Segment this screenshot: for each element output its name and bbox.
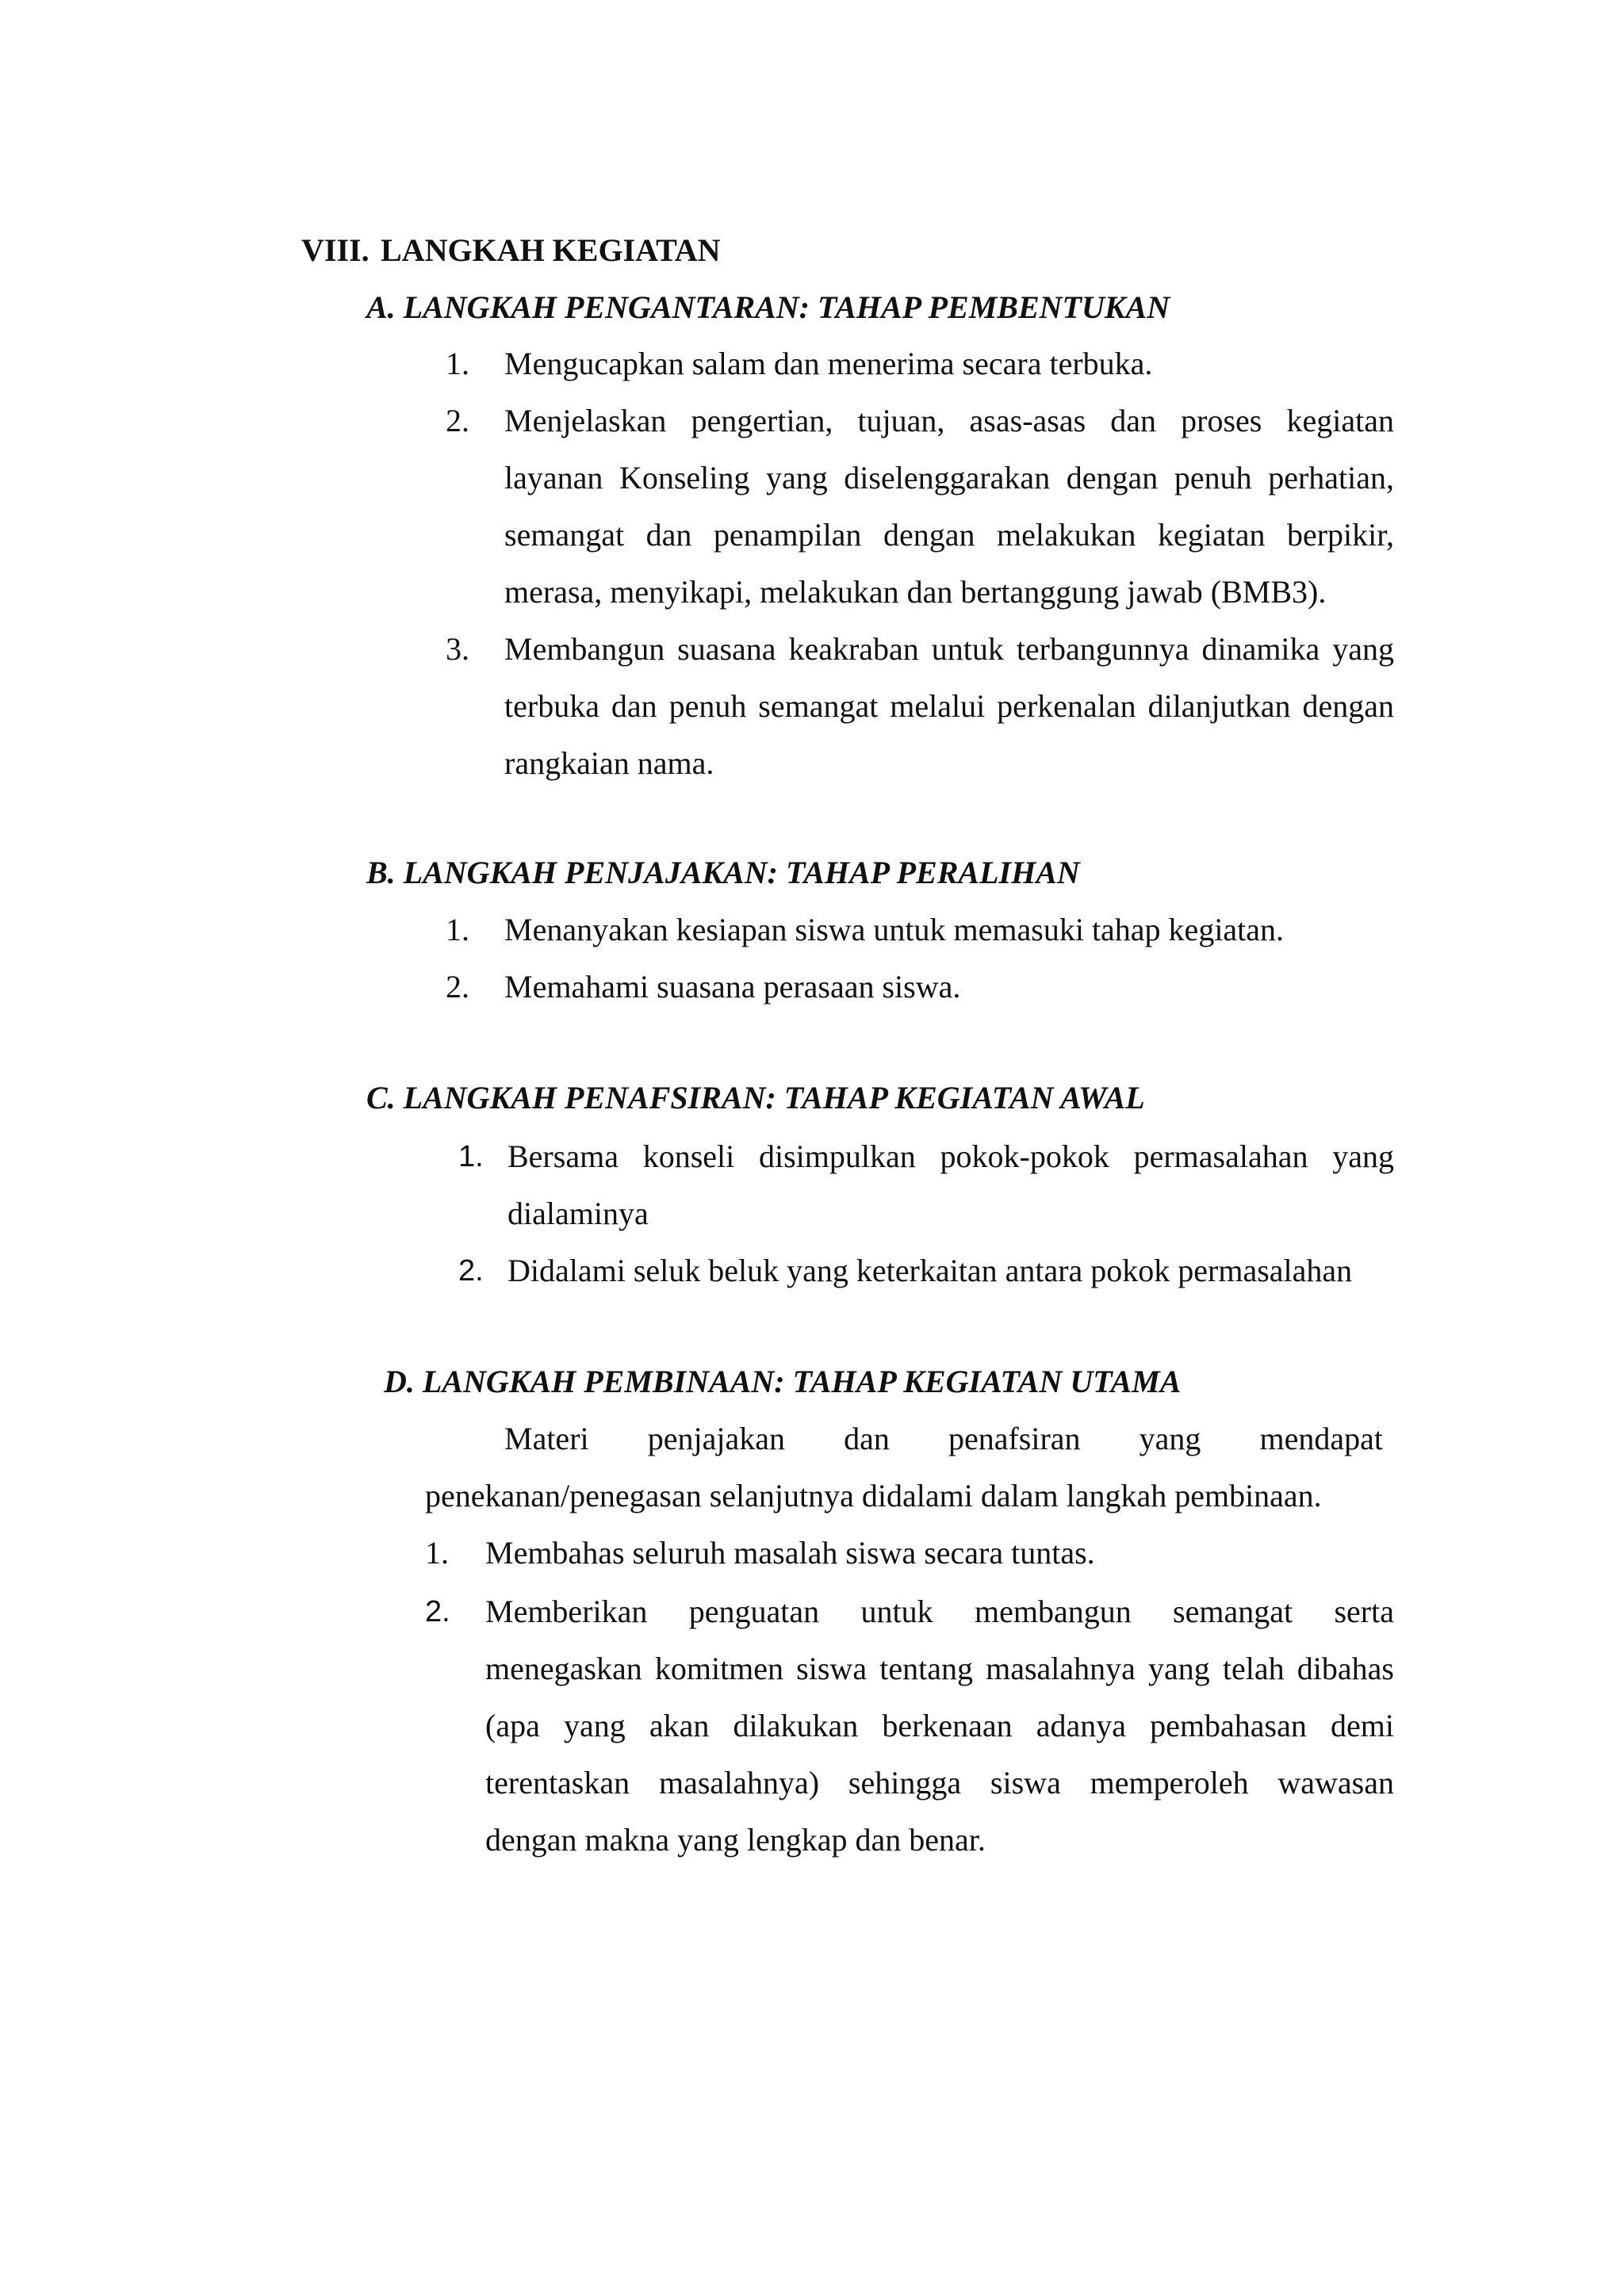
section-a-item-3-number: 3. [446, 631, 469, 667]
section-a-title: A. LANGKAH PENGANTARAN: TAHAP PEMBENTUKAN [366, 289, 1170, 325]
section-a-item-2-line-3: semangat dan penampilan dengan melakukan kegiatan berpikir, [504, 517, 1394, 553]
section-a-item-2-line-4: merasa, menyikapi, melakukan dan bertanggung jawab (BMB3). [504, 574, 1327, 610]
section-c-item-2-number: 2. [458, 1254, 484, 1288]
section-c-item-2-line-1: Didalami seluk beluk yang keterkaitan antara pokok permasalahan [508, 1253, 1353, 1288]
section-d-item-2-line-4: terentaskan masalahnya) sehingga siswa memperoleh wawasan [485, 1765, 1394, 1800]
section-d-item-1-number: 1. [425, 1535, 449, 1571]
section-a-item-3-line-1: Membangun suasana keakraban untuk terbangunnya dinamika yang [504, 631, 1394, 667]
section-d-intro-line-2: penekanan/penegasan selanjutnya didalami dalam langkah pembinaan. [425, 1478, 1322, 1513]
section-b-item-2-number: 2. [446, 969, 469, 1004]
section-d-item-2-line-3: (apa yang akan dilakukan berkenaan adanya pembahasan demi [485, 1708, 1394, 1743]
section-a-item-1-number: 1. [446, 346, 469, 381]
section-d-item-2-line-2: menegaskan komitmen siswa tentang masalahnya yang telah dibahas [485, 1651, 1394, 1686]
section-d-intro-line-1: Materi penjajakan dan penafsiran yang mendapat [504, 1421, 1383, 1456]
section-d-item-2-number: 2. [425, 1595, 450, 1628]
section-a-item-1-line-1: Mengucapkan salam dan menerima secara terbuka. [504, 346, 1153, 381]
section-c-item-1-line-1: Bersama konseli disimpulkan pokok-pokok permasalahan yang [508, 1138, 1394, 1174]
section-a-item-2-line-1: Menjelaskan pengertian, tujuan, asas-asas dan proses kegiatan [504, 403, 1394, 438]
section-d-item-2-line-1: Memberikan penguatan untuk membangun semangat serta [485, 1594, 1394, 1629]
section-d-item-2-line-5: dengan makna yang lengkap dan benar. [485, 1822, 986, 1858]
heading-title: LANGKAH KEGIATAN [381, 232, 721, 268]
section-b-title: B. LANGKAH PENJAJAKAN: TAHAP PERALIHAN [366, 855, 1080, 890]
section-c-title: C. LANGKAH PENAFSIRAN: TAHAP KEGIATAN AWAL [366, 1080, 1145, 1115]
section-b-item-1-line-1: Menanyakan kesiapan siswa untuk memasuki tahap kegiatan. [504, 912, 1285, 947]
section-c-item-1-number: 1. [458, 1140, 484, 1173]
section-b-item-2-line-1: Memahami suasana perasaan siswa. [504, 969, 961, 1004]
section-d-item-1-line-1: Membahas seluruh masalah siswa secara tuntas. [485, 1535, 1095, 1571]
heading-number: VIII. [301, 232, 370, 268]
section-d-title: D. LANGKAH PEMBINAAN: TAHAP KEGIATAN UTAMA [384, 1364, 1182, 1399]
section-a-item-3-line-2: terbuka dan penuh semangat melalui perkenalan dilanjutkan dengan [504, 688, 1394, 724]
section-a-item-3-line-3: rangkaian nama. [504, 745, 714, 781]
section-a-item-2-line-2: layanan Konseling yang diselenggarakan dengan penuh perhatian, [504, 460, 1394, 496]
section-a-item-2-number: 2. [446, 403, 469, 438]
section-b-item-1-number: 1. [446, 912, 469, 947]
section-c-item-1-line-2: dialaminya [508, 1196, 649, 1231]
